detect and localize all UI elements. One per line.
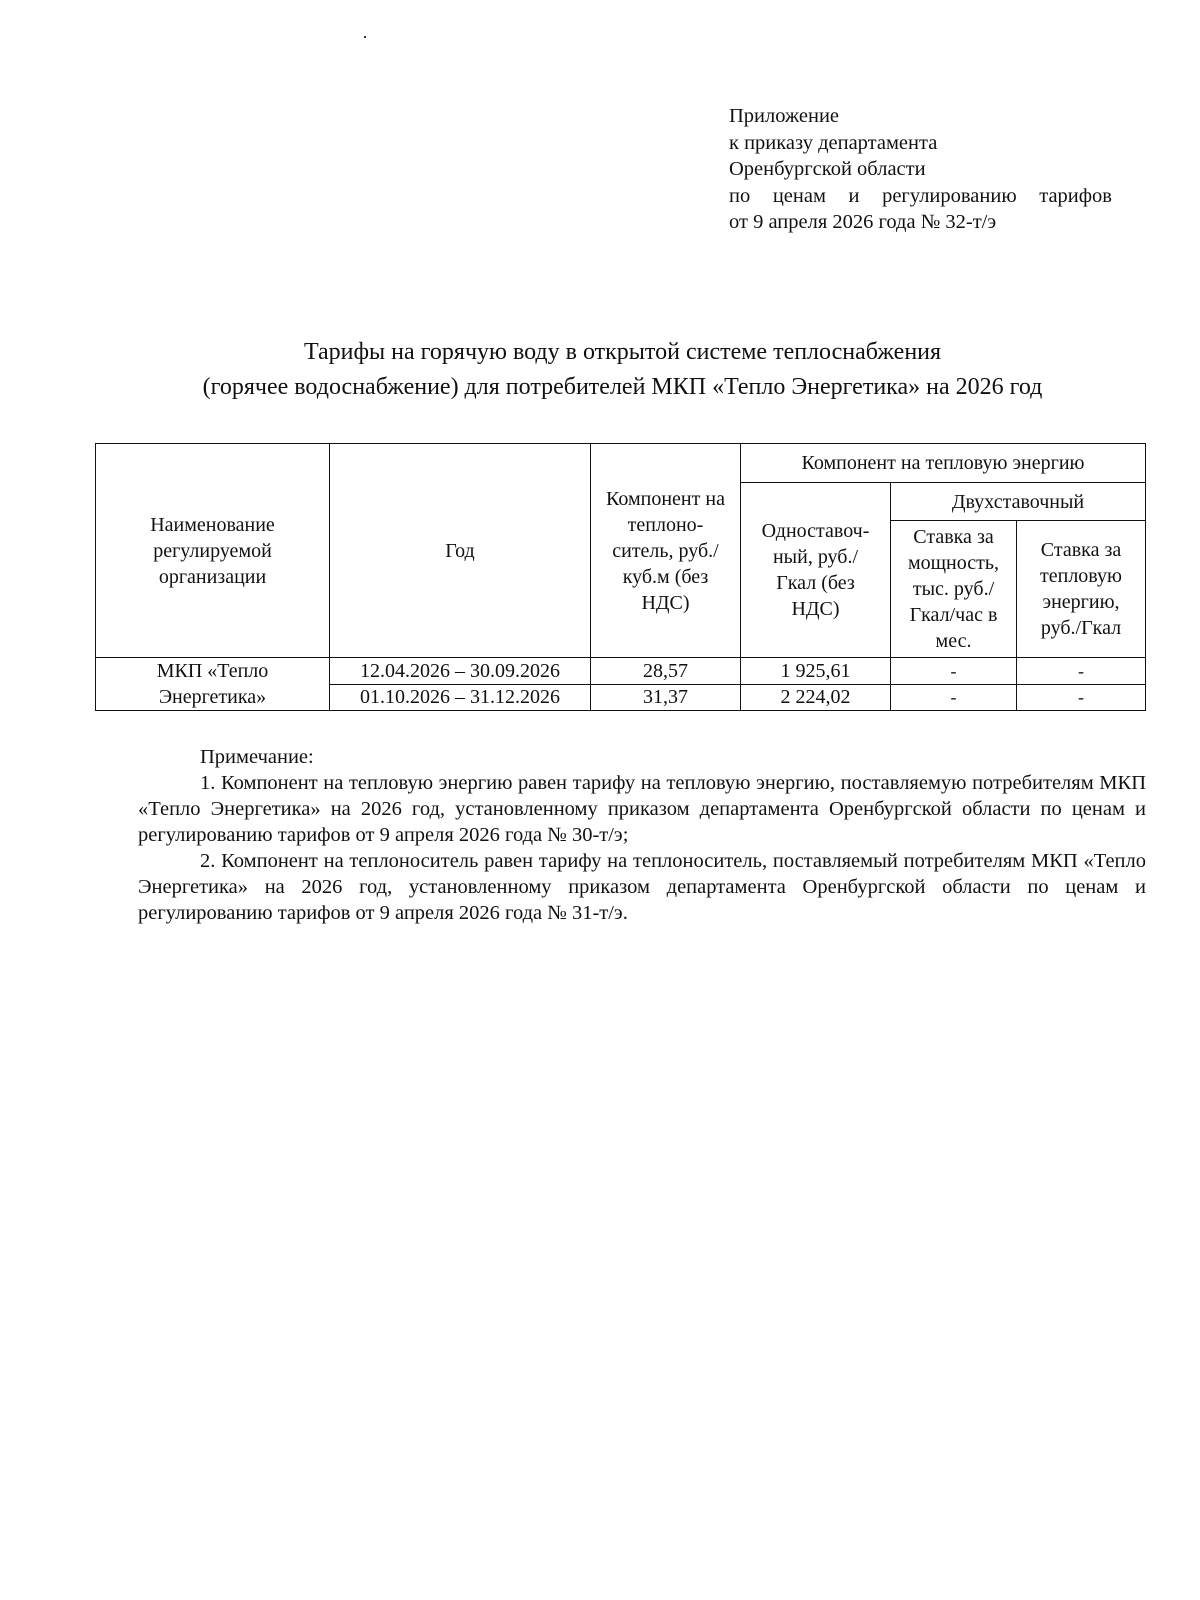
header-carrier-component: Компонент на теплоно-ситель, руб./куб.м (без НДС) xyxy=(591,444,741,658)
capacity-rate-value: - xyxy=(891,684,1017,711)
note-item: 2. Компонент на теплоноситель равен тарифу на теплоноситель, поставляемый потребителям МКП «Тепло Энергетика» на 2026 год, установленному приказом департамента Оренбургской области по ценам и регулированию тарифов от 9 апреля 2026 года № 31-т/э. xyxy=(138,850,1146,924)
energy-rate-value: - xyxy=(1017,684,1146,711)
title-line: (горячее водоснабжение) для потребителей МКП «Тепло Энергетика» на 2026 год xyxy=(202,374,1043,400)
document-title xyxy=(95,335,1150,405)
period-cell: 01.10.2026 – 31.12.2026 xyxy=(330,684,591,711)
header-energy-rate: Ставка за тепловую энергию, руб./Гкал xyxy=(1017,521,1146,658)
carrier-value: 28,57 xyxy=(591,658,741,685)
single-rate-value: 1 925,61 xyxy=(741,658,891,685)
capacity-rate-value: - xyxy=(891,658,1017,685)
title-line: Тарифы на горячую воду в открытой системе теплоснабжения xyxy=(303,339,942,365)
organization-name: МКП «Тепло Энергетика» xyxy=(96,658,330,711)
energy-rate-value: - xyxy=(1017,658,1146,685)
appendix-line: к приказу департамента xyxy=(729,131,938,154)
carrier-value: 31,37 xyxy=(591,684,741,711)
note-item: 1. Компонент на тепловую энергию равен тарифу на тепловую энергию, поставляемую потребителям МКП «Тепло Энергетика» на 2026 год, установленному приказом департамента Оренбургской области по ценам и регулированию тарифов от 9 апреля 2026 года № 30-т/э; xyxy=(138,772,1146,846)
scan-speck xyxy=(364,36,366,38)
header-two-rate: Двухставочный xyxy=(891,483,1146,521)
header-single-rate: Одноставоч-ный, руб./Гкал (без НДС) xyxy=(741,483,891,658)
header-year: Год xyxy=(330,444,591,658)
appendix-block xyxy=(729,103,1112,236)
header-organization: Наименование регулируемой организации xyxy=(96,444,330,658)
tariff-table xyxy=(95,443,1146,711)
period-cell: 12.04.2026 – 30.09.2026 xyxy=(330,658,591,685)
appendix-line: по ценам и регулированию тарифов xyxy=(729,184,1112,207)
appendix-line: Приложение xyxy=(729,105,840,127)
single-rate-value: 2 224,02 xyxy=(741,684,891,711)
header-heat-component: Компонент на тепловую энергию xyxy=(741,444,1146,483)
note-block xyxy=(138,744,1146,926)
note-heading: Примечание: xyxy=(200,746,314,768)
appendix-line: от 9 апреля 2026 года № 32-т/э xyxy=(729,211,997,233)
appendix-line: Оренбургской области xyxy=(729,158,926,180)
header-capacity-rate: Ставка за мощность, тыс. руб./ Гкал/час в мес. xyxy=(891,521,1017,658)
